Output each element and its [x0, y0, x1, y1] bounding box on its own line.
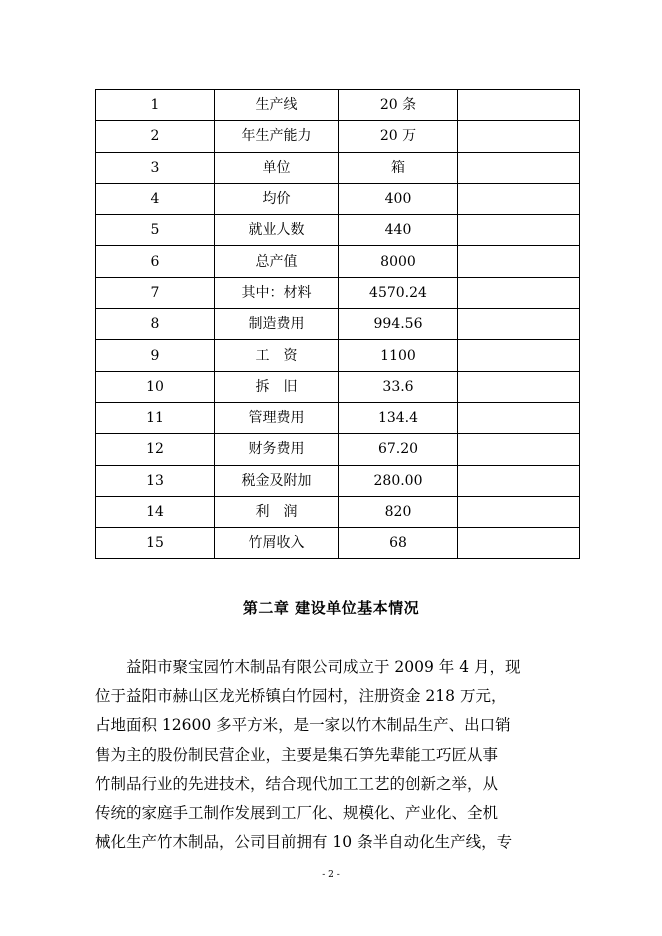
cell-item: 单位 — [215, 152, 339, 183]
paragraph-line: 占地面积 12600 多平方米，是一家以竹木制品生产、出口销 — [95, 716, 511, 735]
cell-value: 8000 — [339, 246, 458, 277]
cell-note — [458, 402, 580, 433]
cell-seq: 4 — [96, 183, 215, 214]
cell-seq: 7 — [96, 277, 215, 308]
table-row — [96, 90, 580, 121]
cell-note — [458, 121, 580, 152]
table-row — [96, 183, 580, 214]
table-row — [96, 496, 580, 527]
table-body — [96, 90, 580, 559]
table-row — [96, 371, 580, 402]
paragraph-line: 传统的家庭手工制作发展到工厂化、规模化、产业化、全机 — [95, 804, 499, 823]
cell-seq: 1 — [96, 90, 215, 121]
table-row — [96, 402, 580, 433]
cell-value: 箱 — [339, 152, 458, 183]
cell-note — [458, 309, 580, 340]
cell-item: 税金及附加 — [215, 465, 339, 496]
cell-item: 管理费用 — [215, 402, 339, 433]
cell-note — [458, 496, 580, 527]
cell-value: 994.56 — [339, 309, 458, 340]
cell-note — [458, 371, 580, 402]
cell-seq: 2 — [96, 121, 215, 152]
cell-value: 68 — [339, 528, 458, 559]
cell-note — [458, 152, 580, 183]
paragraph-line: 售为主的股份制民营企业，主要是集石笋先辈能工巧匠从事 — [95, 745, 499, 764]
cell-value: 4570.24 — [339, 277, 458, 308]
table-row — [96, 246, 580, 277]
chapter-title: 第二章 建设单位基本情况 — [242, 599, 420, 617]
cell-item: 生产线 — [215, 90, 339, 121]
cell-seq: 8 — [96, 309, 215, 340]
table-row — [96, 277, 580, 308]
cell-value: 20 万 — [339, 121, 458, 152]
data-table-wrapper — [95, 89, 579, 559]
paragraph-line: 竹制品行业的先进技术，结合现代加工工艺的创新之举，从 — [95, 774, 499, 793]
cell-note — [458, 246, 580, 277]
cell-value: 280.00 — [339, 465, 458, 496]
cell-seq: 15 — [96, 528, 215, 559]
cell-note — [458, 277, 580, 308]
production-data-table — [95, 89, 580, 559]
cell-item: 工 资 — [215, 340, 339, 371]
cell-value: 20 条 — [339, 90, 458, 121]
cell-note — [458, 465, 580, 496]
cell-item: 均价 — [215, 183, 339, 214]
cell-seq: 11 — [96, 402, 215, 433]
table-row — [96, 152, 580, 183]
page-number: - 2 - — [322, 870, 340, 880]
cell-note — [458, 183, 580, 214]
cell-item: 制造费用 — [215, 309, 339, 340]
paragraph-line: 械化生产竹木制品，公司目前拥有 10 条半自动化生产线，专 — [95, 833, 513, 852]
table-row — [96, 121, 580, 152]
cell-note — [458, 528, 580, 559]
table-row — [96, 528, 580, 559]
cell-note — [458, 434, 580, 465]
cell-seq: 14 — [96, 496, 215, 527]
cell-seq: 3 — [96, 152, 215, 183]
cell-item: 拆 旧 — [215, 371, 339, 402]
cell-seq: 6 — [96, 246, 215, 277]
cell-item: 就业人数 — [215, 215, 339, 246]
cell-item: 总产值 — [215, 246, 339, 277]
table-row — [96, 309, 580, 340]
cell-note — [458, 215, 580, 246]
cell-value: 67.20 — [339, 434, 458, 465]
cell-seq: 13 — [96, 465, 215, 496]
cell-item: 其中：材料 — [215, 277, 339, 308]
table-row — [96, 215, 580, 246]
table-row — [96, 434, 580, 465]
cell-seq: 12 — [96, 434, 215, 465]
cell-value: 33.6 — [339, 371, 458, 402]
cell-value: 134.4 — [339, 402, 458, 433]
body-paragraph — [95, 653, 579, 857]
cell-seq: 5 — [96, 215, 215, 246]
cell-seq: 9 — [96, 340, 215, 371]
cell-seq: 10 — [96, 371, 215, 402]
cell-note — [458, 340, 580, 371]
cell-note — [458, 90, 580, 121]
cell-item: 财务费用 — [215, 434, 339, 465]
table-row — [96, 340, 580, 371]
cell-item: 年生产能力 — [215, 121, 339, 152]
cell-value: 400 — [339, 183, 458, 214]
cell-value: 820 — [339, 496, 458, 527]
table-row — [96, 465, 580, 496]
paragraph-line: 位于益阳市赫山区龙光桥镇白竹园村，注册资金 218 万元， — [95, 687, 507, 706]
cell-value: 440 — [339, 215, 458, 246]
cell-item: 竹屑收入 — [215, 528, 339, 559]
cell-value: 1100 — [339, 340, 458, 371]
cell-item: 利 润 — [215, 496, 339, 527]
paragraph-line: 益阳市聚宝园竹木制品有限公司成立于 2009 年 4 月，现 — [126, 658, 521, 676]
